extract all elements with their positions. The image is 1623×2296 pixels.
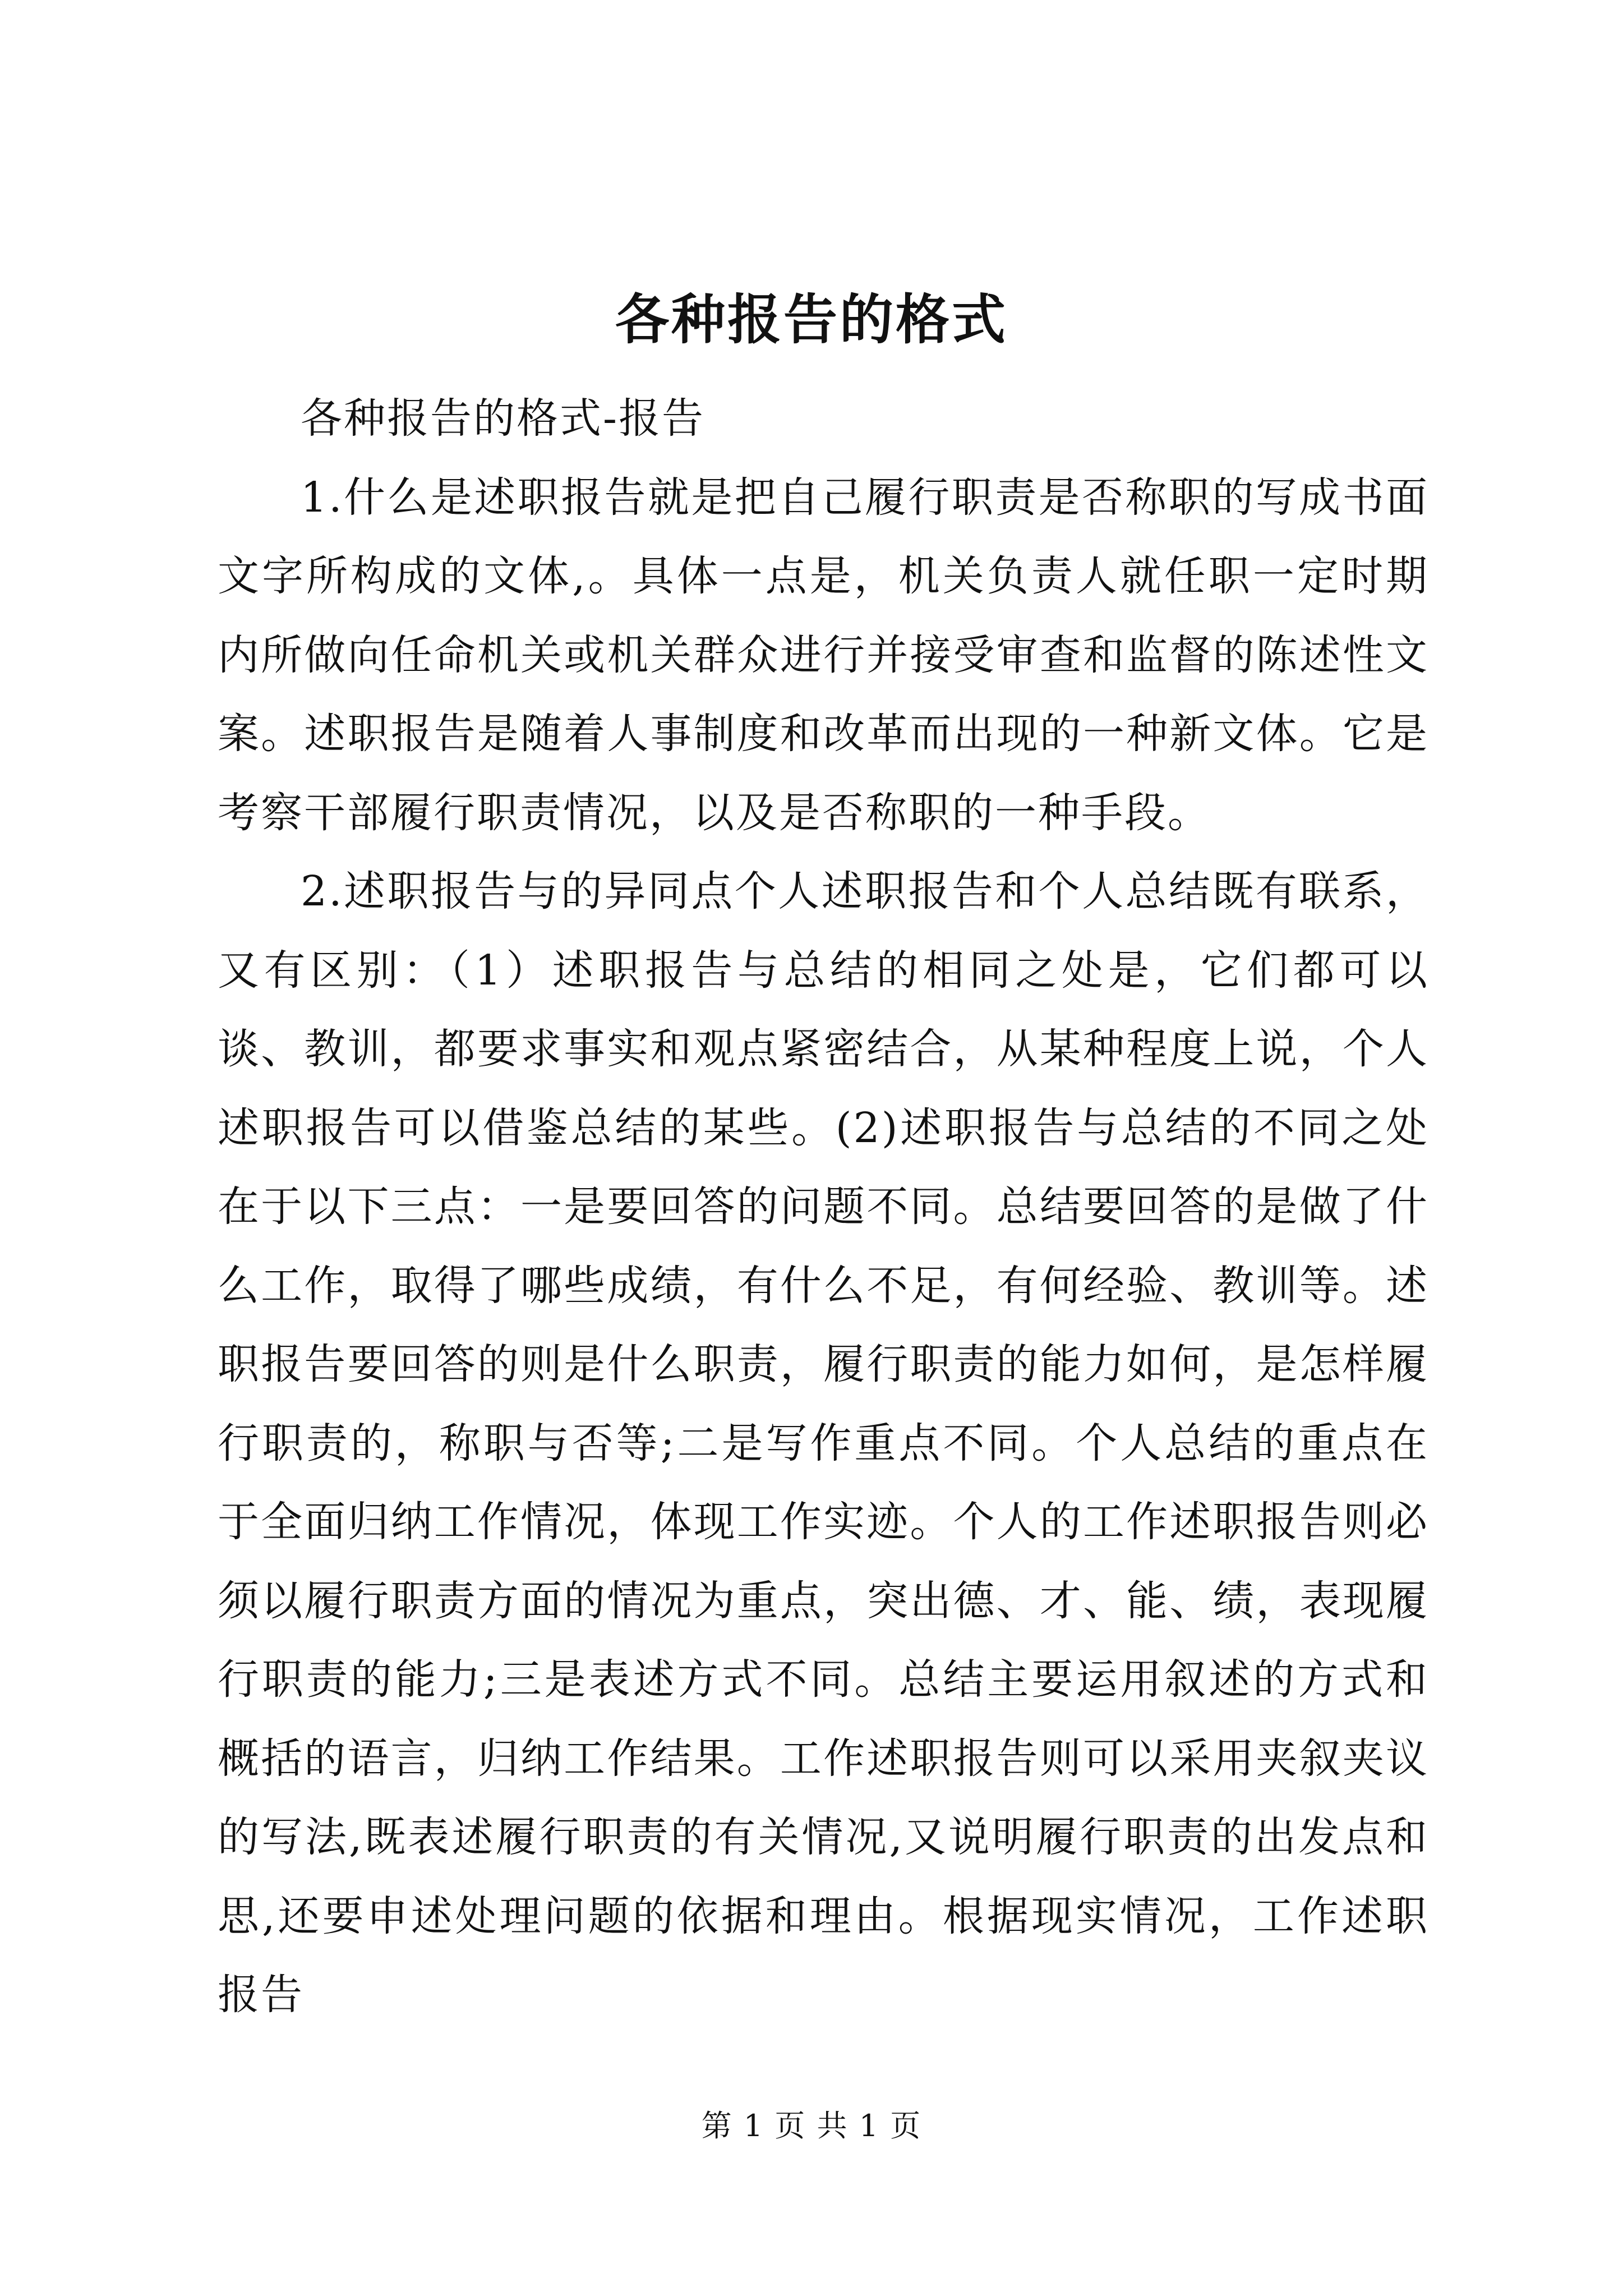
document-subtitle: 各种报告的格式-报告	[301, 394, 706, 443]
page-number-footer: 第 1 页 共 1 页	[701, 2108, 922, 2143]
document-title: 各种报告的格式	[615, 288, 1008, 351]
paragraph-2: 2.述职报告与的异同点个人述职报告和个人总结既有联系，又有区别：（1）述职报告与总结的相同之处是，它们都可以谈、教训，都要求事实和观点紧密结合，从某种程度上说，个人述职报告可以借鉴总结的某些。(2)述职报告与总结的不同之处在于以下三点：一是要回答的问题不同。总结要回答的是做了什么工作，取得了哪些成绩，有什么不足，有何经验、教训等。述职报告要回答的则是什么职责，履行职责的能力如何，是怎样履行职责的，称职与否等;二是写作重点不同。个人总结的重点在于全面归纳工作情况，体现工作实迹。个人的工作述职报告则必须以履行职责方面的情况为重点，突出德、才、能、绩，表现履行职责的能力;三是表述方式不同。总结主要运用叙述的方式和概括的语言，归纳工作结果。工作述职报告则可以采用夹叙夹议的写法,既表述履行职责的有关情况,又说明履行职责的出发点和思,还要申述处理问题的依据和理由。根据现实情况，工作述职报告	[218, 867, 1429, 2019]
document-body	[218, 379, 1429, 2035]
paragraph-1: 1.什么是述职报告就是把自己履行职责是否称职的写成书面文字所构成的文体,。具体一点是，机关负责人就任职一定时期内所做向任命机关或机关群众进行并接受审查和监督的陈述性文案。述职报告是随着人事制度和改革而出现的一种新文体。它是考察干部履行职责情况，以及是否称职的一种手段。	[218, 473, 1429, 837]
